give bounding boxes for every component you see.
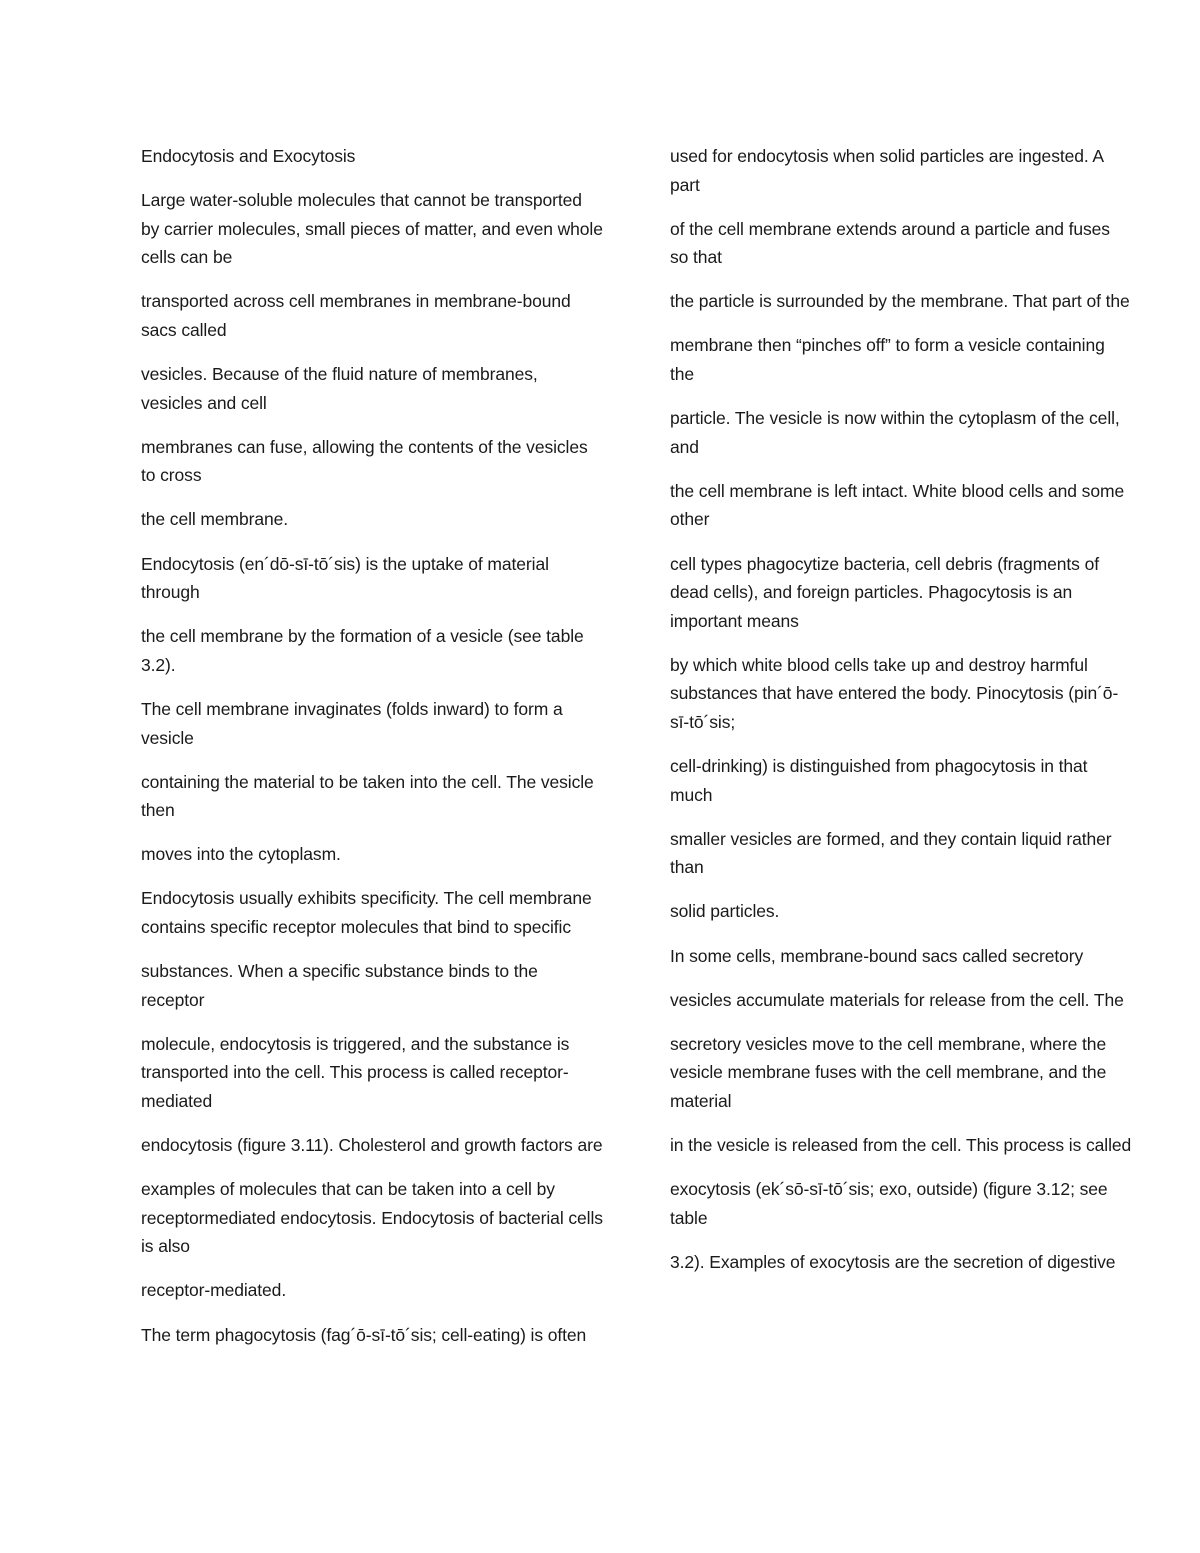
- paragraph: The cell membrane invaginates (folds inward) to form a vesicle: [141, 698, 563, 748]
- left-column: [141, 142, 603, 1365]
- paragraph: molecule, endocytosis is triggered, and the substance is transported into the cell. This process is called receptor-mediated: [141, 1033, 570, 1111]
- paragraph: of the cell membrane extends around a particle and fuses so that: [670, 218, 1110, 268]
- paragraph: containing the material to be taken into the cell. The vesicle then: [141, 771, 594, 821]
- paragraph: cell-drinking) is distinguished from phagocytosis in that much: [670, 756, 1088, 805]
- paragraph: vesicles. Because of the fluid nature of membranes, vesicles and cell: [141, 364, 538, 413]
- paragraph: cell types phagocytize bacteria, cell debris (fragments of dead cells), and foreign particles. Phagocytosis is an important means: [670, 553, 1099, 631]
- paragraph: the cell membrane.: [141, 509, 289, 530]
- paragraph: transported across cell membranes in membrane-bound sacs called: [141, 291, 571, 340]
- paragraph: The term phagocytosis (fag´ō-sī-tō´sis; cell-eating) is often: [141, 1324, 587, 1345]
- paragraph: 3.2). Examples of exocytosis are the secretion of digestive: [670, 1251, 1116, 1272]
- paragraph: endocytosis (figure 3.11). Cholesterol and growth factors are: [141, 1135, 603, 1156]
- paragraph: receptor-mediated.: [141, 1280, 287, 1301]
- paragraph: the cell membrane by the formation of a vesicle (see table 3.2).: [141, 626, 584, 675]
- paragraph: membranes can fuse, allowing the contents of the vesicles to cross: [141, 436, 588, 486]
- paragraph: secretory vesicles move to the cell membrane, where the vesicle membrane fuses with the cell membrane, and the material: [670, 1033, 1107, 1111]
- paragraph: by which white blood cells take up and destroy harmful substances that have entered the body. Pinocytosis (pin´ō-sī-tō´sis;: [670, 654, 1119, 732]
- paragraph: Large water-soluble molecules that cannot be transported by carrier molecules, small pieces of matter, and even whole cells can be: [141, 190, 603, 268]
- paragraph: Endocytosis usually exhibits specificity. The cell membrane contains specific receptor molecules that bind to specific: [141, 888, 592, 937]
- paragraph: particle. The vesicle is now within the cytoplasm of the cell, and: [670, 408, 1120, 457]
- paragraph: moves into the cytoplasm.: [141, 844, 341, 865]
- paragraph: membrane then “pinches off” to form a vesicle containing the: [670, 335, 1105, 385]
- paragraph: in the vesicle is released from the cell. This process is called: [670, 1135, 1132, 1156]
- paragraph: substances. When a specific substance binds to the receptor: [141, 961, 538, 1010]
- paragraph: vesicles accumulate materials for release from the cell. The: [670, 989, 1124, 1010]
- paragraph: examples of molecules that can be taken into a cell by receptormediated endocytosis. Endocytosis of bacterial cells is also: [141, 1179, 603, 1257]
- document-title: Endocytosis and Exocytosis: [141, 146, 356, 166]
- right-column: [670, 142, 1132, 1292]
- paragraph: used for endocytosis when solid particles are ingested. A part: [670, 146, 1104, 195]
- paragraph: the particle is surrounded by the membrane. That part of the: [670, 291, 1130, 312]
- paragraph: smaller vesicles are formed, and they contain liquid rather than: [670, 828, 1112, 878]
- paragraph: solid particles.: [670, 901, 780, 922]
- paragraph: the cell membrane is left intact. White blood cells and some other: [670, 480, 1125, 530]
- paragraph: In some cells, membrane-bound sacs called secretory: [670, 945, 1084, 966]
- paragraph: exocytosis (ek´sō-sī-tō´sis; exo, outside) (figure 3.12; see table: [670, 1179, 1108, 1228]
- paragraph: Endocytosis (en´dō-sī-tō´sis) is the uptake of material through: [141, 553, 549, 603]
